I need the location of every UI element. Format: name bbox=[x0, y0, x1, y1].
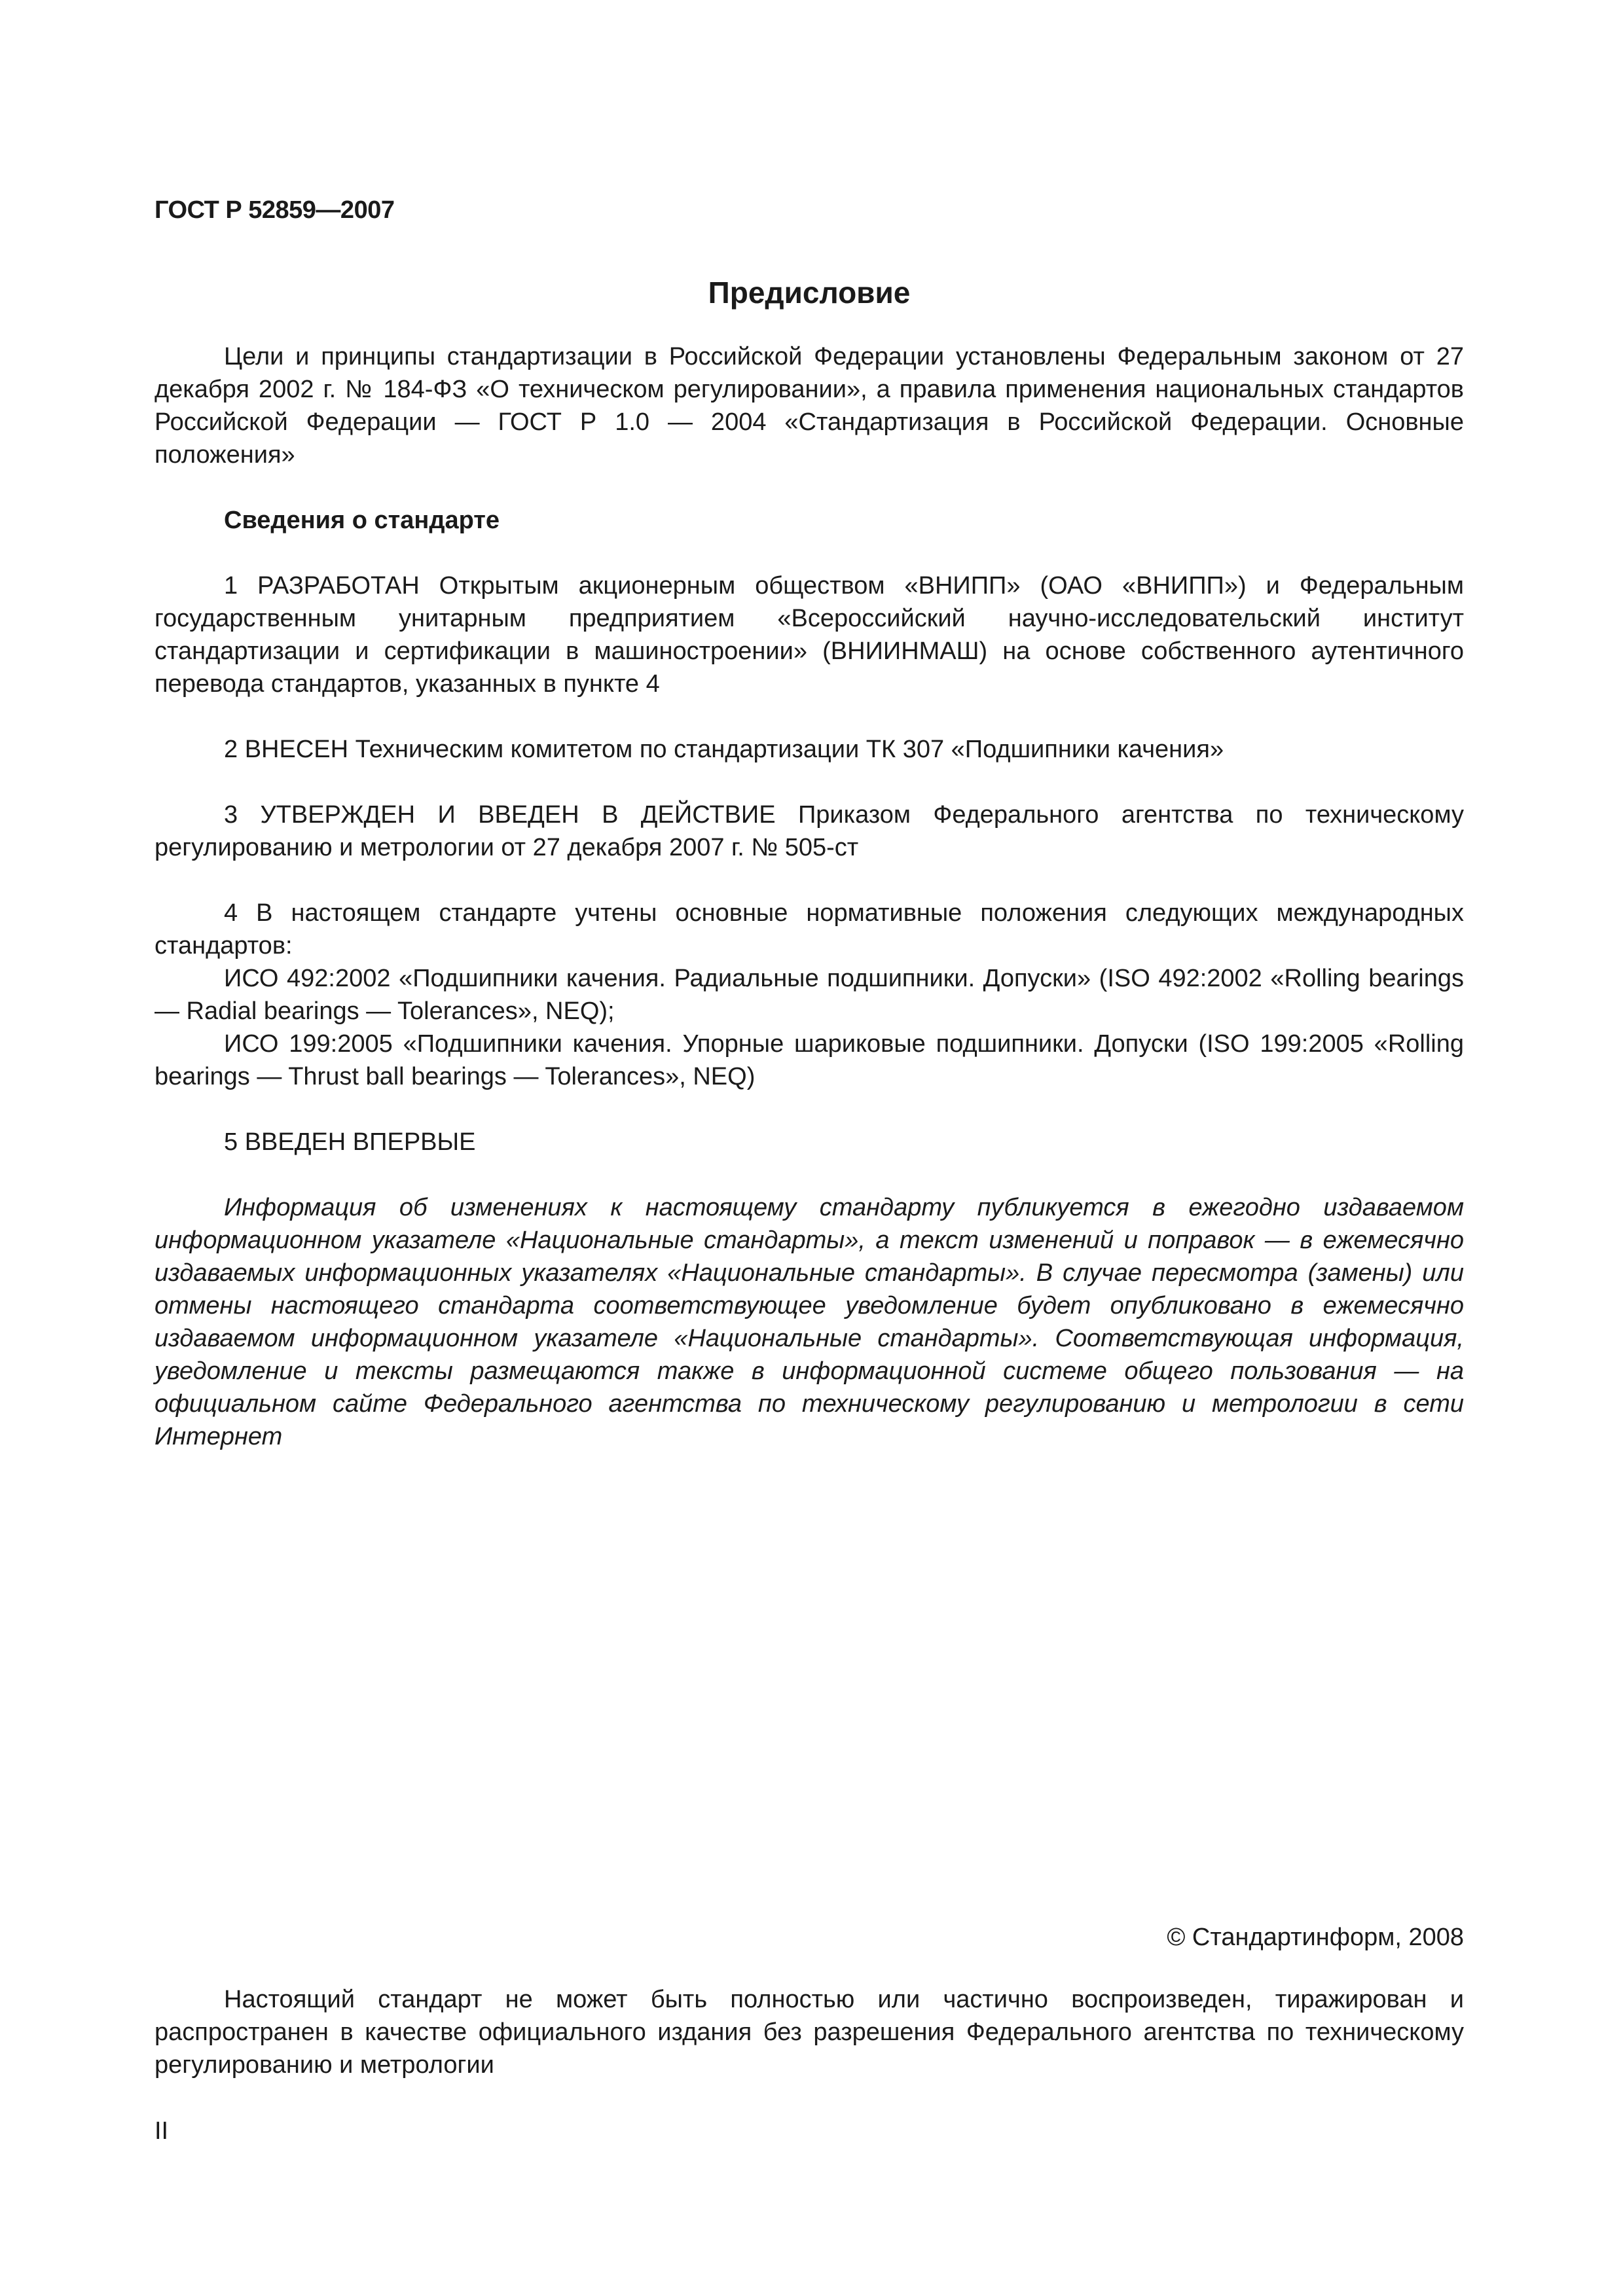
info-item-4-intro: 4 В настоящем стандарте учтены основные нормативные положения следующих международных стандартов: bbox=[155, 899, 1464, 960]
copyright-line: © Стандартинформ, 2008 bbox=[1167, 1924, 1464, 1951]
info-item-5: 5 ВВЕДЕН ВПЕРВЫЕ bbox=[224, 1128, 476, 1156]
info-item-2: 2 ВНЕСЕН Техническим комитетом по стандартизации ТК 307 «Подшипники качения» bbox=[224, 736, 1224, 763]
info-item-4-iso199: ИСО 199:2005 «Подшипники качения. Упорные шариковые подшипники. Допуски (ISO 199:2005 «Rolling bearings — Thrust ball bearings — Tolerances», NEQ) bbox=[155, 1030, 1464, 1090]
foreword-body bbox=[155, 340, 1464, 1453]
changes-info-paragraph: Информация об изменениях к настоящему стандарту публикуется в ежегодно издаваемом информационном указателе «Национальные стандарты», а текст изменений и поправок — в ежемесячно издаваемых информационных указателях «Национальные стандарты». В случае пересмотра (замены) или отмены настоящего стандарта соответствующее уведомление будет опубликовано в ежемесячно издаваемом информационном указателе «Национальные стандарты». Соответствующая информация, уведомление и тексты размещаются также в информационной системе общего пользования — на официальном сайте Федерального агентства по техническому регулированию и метрологии в сети Интернет bbox=[155, 1194, 1464, 1450]
info-item-3: 3 УТВЕРЖДЕН И ВВЕДЕН В ДЕЙСТВИЕ Приказом Федерального агентства по техническому регулированию и метрологии от 27 декабря 2007 г. № 505-ст bbox=[155, 801, 1464, 861]
intro-paragraph: Цели и принципы стандартизации в Российской Федерации установлены Федеральным законом от 27 декабря 2002 г. № 184-ФЗ «О техническом регулировании», а правила применения национальных стандартов Российской Федерации — ГОСТ Р 1.0 — 2004 «Стандартизация в Российской Федерации. Основные положения» bbox=[155, 343, 1464, 469]
info-item-1: 1 РАЗРАБОТАН Открытым акционерным обществом «ВНИПП» (ОАО «ВНИПП») и Федеральным государственным унитарным предприятием «Всероссийский научно-исследовательский институт стандартизации и сертификации в машиностроении» (ВНИИНМАШ) на основе собственного аутентичного перевода стандартов, указанных в пункте 4 bbox=[155, 572, 1464, 698]
document-code: ГОСТ Р 52859—2007 bbox=[155, 196, 395, 224]
reproduction-notice-text: Настоящий стандарт не может быть полностью или частично воспроизведен, тиражирован и распространен в качестве официального издания без разрешения Федерального агентства по техническому регулированию и метрологии bbox=[155, 1986, 1464, 2079]
standard-info-heading: Сведения о стандарте bbox=[224, 507, 500, 534]
reproduction-notice bbox=[155, 1983, 1464, 2081]
page-number: II bbox=[155, 2117, 169, 2145]
info-item-4-iso492: ИСО 492:2002 «Подшипники качения. Радиальные подшипники. Допуски» (ISO 492:2002 «Rolling bearings — Radial bearings — Tolerances», NEQ); bbox=[155, 965, 1464, 1025]
page-title: Предисловие bbox=[708, 276, 911, 310]
